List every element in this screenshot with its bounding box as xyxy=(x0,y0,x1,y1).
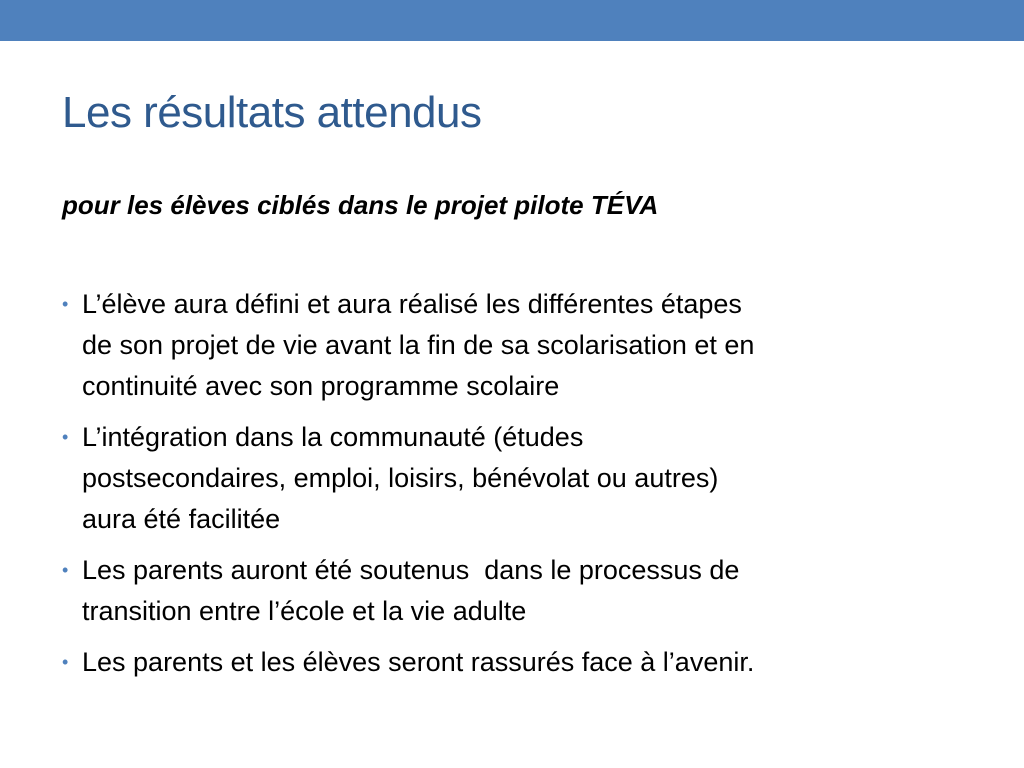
bullet-list xyxy=(62,284,962,683)
bullet-dot-icon: • xyxy=(62,560,69,580)
bullet-line: continuité avec son programme scolaire xyxy=(82,371,560,401)
bullet-item-2 xyxy=(62,417,962,540)
bullet-line: aura été facilitée xyxy=(82,504,281,534)
bullet-item-4 xyxy=(62,642,962,683)
bullet-line: Les parents et les élèves seront rassurés face à l’avenir. xyxy=(82,647,755,677)
bullet-dot-icon: • xyxy=(62,427,69,447)
header-accent-bar xyxy=(0,0,1024,41)
slide-title: Les résultats attendus xyxy=(62,88,482,137)
bullet-item-3 xyxy=(62,550,962,632)
bullet-item-1 xyxy=(62,284,962,407)
bullet-dot-icon: • xyxy=(62,652,69,672)
bullet-line: L’élève aura défini et aura réalisé les différentes étapes xyxy=(82,289,742,319)
bullet-line: Les parents auront été soutenus dans le processus de xyxy=(82,555,740,585)
bullet-dot-icon: • xyxy=(62,294,69,314)
bullet-line: L’intégration dans la communauté (études xyxy=(82,422,584,452)
slide-subtitle: pour les élèves ciblés dans le projet pilote TÉVA xyxy=(62,190,659,220)
bullet-line: postsecondaires, emploi, loisirs, bénévolat ou autres) xyxy=(82,463,719,493)
bullet-line: de son projet de vie avant la fin de sa scolarisation et en xyxy=(82,330,755,360)
bullet-line: transition entre l’école et la vie adulte xyxy=(82,596,527,626)
